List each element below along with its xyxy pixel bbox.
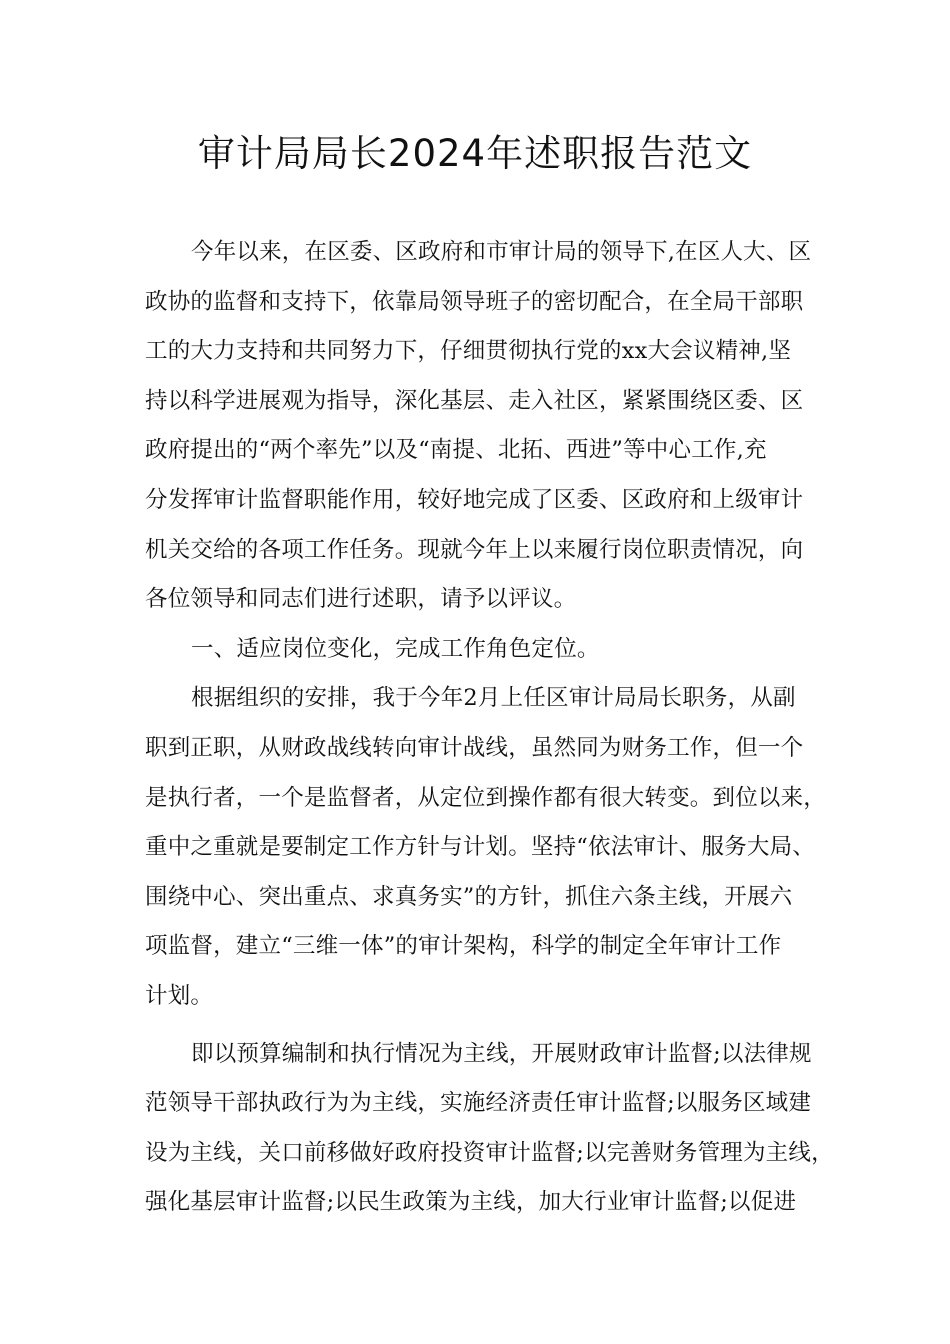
section-heading-1: 一、适应岗位变化，完成工作角色定位。 — [191, 635, 600, 662]
paragraph-2-line-1: 根据组织的安排，我于今年2月上任区审计局局长职务，从副 — [191, 685, 796, 712]
paragraph-3-line-3: 设为主线，关口前移做好政府投资审计监督;以完善财务管理为主线， — [145, 1139, 834, 1166]
paragraph-2-line-5: 围绕中心、突出重点、求真务实”的方针，抓住六条主线，开展六 — [145, 883, 793, 910]
paragraph-3-line-1: 即以预算编制和执行情况为主线，开展财政审计监督;以法律规 — [191, 1040, 812, 1067]
paragraph-1-line-1: 今年以来，在区委、区政府和市审计局的领导下,在区人大、区 — [191, 239, 812, 265]
paragraph-1-line-7: 机关交给的各项工作任务。现就今年上以来履行岗位职责情况，向 — [145, 536, 804, 563]
paragraph-2-line-2: 职到正职，从财政战线转向审计战线，虽然同为财务工作，但一个 — [145, 734, 804, 761]
paragraph-3-line-4: 强化基层审计监督;以民生政策为主线，加大行业审计监督;以促进 — [145, 1189, 797, 1216]
document-title: 审计局局长2024年述职报告范文 — [197, 132, 753, 175]
paragraph-1-line-2: 政协的监督和支持下，依靠局领导班子的密切配合，在全局干部职 — [145, 288, 804, 315]
paragraph-2-line-4: 重中之重就是要制定工作方针与计划。坚持“依法审计、服务大局、 — [145, 834, 816, 861]
paragraph-2-line-6: 项监督，建立“三维一体”的审计架构，科学的制定全年审计工作 — [145, 933, 782, 960]
paragraph-2-line-7: 计划。 — [145, 982, 214, 1009]
document-body — [145, 228, 835, 1228]
paragraph-gap — [145, 1022, 835, 1030]
paragraph-1-line-3: 工的大力支持和共同努力下，仔细贯彻执行党的xx大会议精神,坚 — [145, 338, 792, 365]
paragraph-1-line-4: 持以科学进展观为指导，深化基层、走入社区，紧紧围绕区委、区 — [145, 387, 804, 414]
paragraph-1-line-6: 分发挥审计监督职能作用，较好地完成了区委、区政府和上级审计 — [145, 486, 804, 513]
paragraph-3-line-2: 范领导干部执政行为为主线，实施经济责任审计监督;以服务区域建 — [145, 1090, 812, 1117]
paragraph-2-line-3: 是执行者，一个是监督者，从定位到操作都有很大转变。到位以来， — [145, 784, 827, 811]
paragraph-1-line-5: 政府提出的“两个率先”以及“南提、北拓、西进”等中心工作,充 — [145, 437, 767, 464]
paragraph-1-line-8: 各位领导和同志们进行述职，请予以评议。 — [145, 586, 577, 613]
